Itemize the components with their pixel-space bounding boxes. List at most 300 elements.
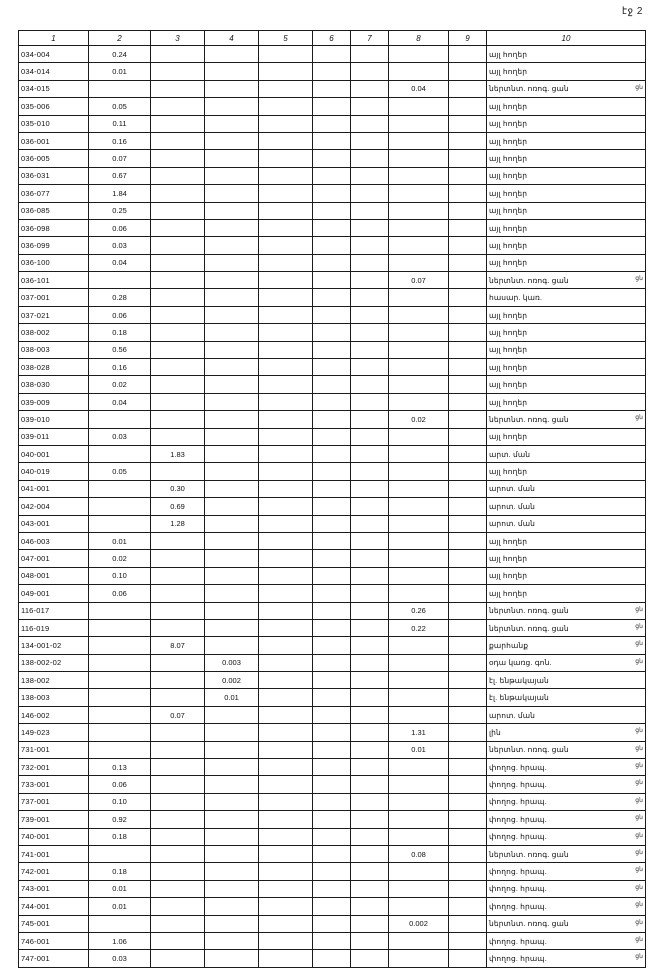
cell-col4 xyxy=(205,80,259,97)
table-row xyxy=(19,532,646,549)
cell-col6 xyxy=(313,167,351,184)
cell-col6 xyxy=(313,219,351,236)
cell-col6 xyxy=(313,46,351,63)
cell-col7 xyxy=(351,150,389,167)
cell-col5 xyxy=(259,324,313,341)
table-row xyxy=(19,619,646,636)
cell-col9 xyxy=(449,932,487,949)
cell-col7 xyxy=(351,219,389,236)
cell-col2: 0.03 xyxy=(89,950,151,967)
cell-code: 036-001 xyxy=(19,132,89,149)
cell-col5 xyxy=(259,654,313,671)
cell-col9 xyxy=(449,898,487,915)
cell-code: 036-031 xyxy=(19,167,89,184)
cell-col9 xyxy=(449,567,487,584)
cell-col5 xyxy=(259,793,313,810)
cell-code: 742-001 xyxy=(19,863,89,880)
cell-col2 xyxy=(89,480,151,497)
cell-col5 xyxy=(259,845,313,862)
description-text: լին xyxy=(489,727,501,737)
cell-col4 xyxy=(205,759,259,776)
table-row xyxy=(19,185,646,202)
cell-col6 xyxy=(313,202,351,219)
cell-col3 xyxy=(151,150,205,167)
cell-col8 xyxy=(389,237,449,254)
description-text: հասար. կառ. xyxy=(489,293,543,303)
cell-col5 xyxy=(259,150,313,167)
cell-col6 xyxy=(313,393,351,410)
column-header-8: 8 xyxy=(389,31,449,46)
cell-col7 xyxy=(351,898,389,915)
cell-col9 xyxy=(449,185,487,202)
cell-col4 xyxy=(205,898,259,915)
cell-col9 xyxy=(449,828,487,845)
cell-col2: 0.18 xyxy=(89,324,151,341)
cell-col6 xyxy=(313,915,351,932)
description-text: այլ հողեր xyxy=(489,119,528,129)
cell-col2 xyxy=(89,654,151,671)
cell-col6 xyxy=(313,324,351,341)
cell-col7 xyxy=(351,654,389,671)
cell-col8 xyxy=(389,498,449,515)
cell-col7 xyxy=(351,272,389,289)
description-text: փողոց. հրապ. xyxy=(489,954,547,963)
cell-col9 xyxy=(449,411,487,428)
cell-code: 034-014 xyxy=(19,63,89,80)
cell-col2 xyxy=(89,845,151,862)
table-row xyxy=(19,98,646,115)
cell-col6 xyxy=(313,480,351,497)
cell-col5 xyxy=(259,759,313,776)
cell-col8 xyxy=(389,637,449,654)
cell-col6 xyxy=(313,376,351,393)
cell-col7 xyxy=(351,637,389,654)
table-row xyxy=(19,341,646,358)
cell-col6 xyxy=(313,602,351,619)
cell-col6 xyxy=(313,463,351,480)
table-row xyxy=(19,445,646,462)
table-row xyxy=(19,498,646,515)
cell-col2: 0.10 xyxy=(89,567,151,584)
cell-col8 xyxy=(389,115,449,132)
cell-col8 xyxy=(389,776,449,793)
cell-col6 xyxy=(313,115,351,132)
cell-col3 xyxy=(151,289,205,306)
cell-col2: 1.84 xyxy=(89,185,151,202)
cell-col8 xyxy=(389,376,449,393)
cell-col7 xyxy=(351,463,389,480)
cell-col3 xyxy=(151,272,205,289)
cell-col7 xyxy=(351,498,389,515)
description-suffix: ցն xyxy=(635,832,643,839)
table-row xyxy=(19,515,646,532)
cell-description xyxy=(487,515,646,532)
cell-code: 035-010 xyxy=(19,115,89,132)
cell-description xyxy=(487,915,646,932)
cell-description xyxy=(487,272,646,289)
cell-col7 xyxy=(351,863,389,880)
cell-col4 xyxy=(205,445,259,462)
cell-col7 xyxy=(351,185,389,202)
cell-col5 xyxy=(259,341,313,358)
table-row xyxy=(19,654,646,671)
cell-description xyxy=(487,46,646,63)
cell-col5 xyxy=(259,254,313,271)
cell-code: 034-004 xyxy=(19,46,89,63)
cell-col6 xyxy=(313,359,351,376)
cell-col4 xyxy=(205,185,259,202)
description-text: այլ հողեր xyxy=(489,362,528,372)
cell-code: 743-001 xyxy=(19,880,89,897)
cell-col5 xyxy=(259,915,313,932)
cell-col4 xyxy=(205,828,259,845)
cell-col2: 0.06 xyxy=(89,585,151,602)
cell-col5 xyxy=(259,932,313,949)
cell-col4 xyxy=(205,724,259,741)
cell-col8 xyxy=(389,811,449,828)
cell-col6 xyxy=(313,759,351,776)
cell-col9 xyxy=(449,585,487,602)
table-row xyxy=(19,393,646,410)
description-text: ներտնտ. ոռոգ. ցան xyxy=(489,275,569,285)
cell-col9 xyxy=(449,254,487,271)
table-row xyxy=(19,585,646,602)
cell-col9 xyxy=(449,515,487,532)
description-text: այլ հողեր xyxy=(489,310,528,320)
cell-description xyxy=(487,863,646,880)
table-row xyxy=(19,132,646,149)
column-header-2: 2 xyxy=(89,31,151,46)
cell-col2: 0.13 xyxy=(89,759,151,776)
description-text: փողոց. հրապ. xyxy=(489,814,547,824)
cell-col9 xyxy=(449,80,487,97)
cell-col2: 0.02 xyxy=(89,376,151,393)
cell-col5 xyxy=(259,828,313,845)
cell-col3 xyxy=(151,46,205,63)
cell-col4 xyxy=(205,585,259,602)
description-text: այլ հողեր xyxy=(489,554,528,564)
cell-col9 xyxy=(449,150,487,167)
cell-col9 xyxy=(449,132,487,149)
cell-col9 xyxy=(449,167,487,184)
cell-col4 xyxy=(205,428,259,445)
cell-col7 xyxy=(351,115,389,132)
cell-col3 xyxy=(151,463,205,480)
cell-col4: 0.002 xyxy=(205,672,259,689)
cell-col4 xyxy=(205,306,259,323)
description-text: այլ հողեր xyxy=(489,432,528,442)
table-row xyxy=(19,272,646,289)
cell-col7 xyxy=(351,376,389,393)
cell-col9 xyxy=(449,98,487,115)
table-row xyxy=(19,254,646,271)
description-text: այլ հողեր xyxy=(489,345,528,355)
cell-col3 xyxy=(151,845,205,862)
cell-col9 xyxy=(449,376,487,393)
cell-col8 xyxy=(389,759,449,776)
cell-col2: 0.56 xyxy=(89,341,151,358)
cell-col4 xyxy=(205,411,259,428)
cell-description xyxy=(487,150,646,167)
cell-col7 xyxy=(351,567,389,584)
cell-col6 xyxy=(313,950,351,967)
cell-col9 xyxy=(449,393,487,410)
cell-col5 xyxy=(259,585,313,602)
cell-col8 xyxy=(389,480,449,497)
cell-code: 138-003 xyxy=(19,689,89,706)
description-text: փողոց. հրապ. xyxy=(489,867,547,877)
cell-col3 xyxy=(151,567,205,584)
table-row xyxy=(19,376,646,393)
description-text: այլ հողեր xyxy=(489,171,528,181)
cell-col7 xyxy=(351,237,389,254)
cell-col9 xyxy=(449,341,487,358)
cell-col7 xyxy=(351,289,389,306)
cell-col3 xyxy=(151,689,205,706)
cell-col2: 0.92 xyxy=(89,811,151,828)
cell-col3 xyxy=(151,393,205,410)
cell-col3 xyxy=(151,132,205,149)
cell-col9 xyxy=(449,359,487,376)
cell-code: 036-099 xyxy=(19,237,89,254)
table-row xyxy=(19,898,646,915)
description-suffix: ցն xyxy=(635,84,643,91)
cell-col5 xyxy=(259,289,313,306)
cell-col4 xyxy=(205,63,259,80)
cell-col9 xyxy=(449,793,487,810)
cell-col2 xyxy=(89,915,151,932)
cell-col7 xyxy=(351,793,389,810)
cell-col9 xyxy=(449,445,487,462)
description-suffix: ցն xyxy=(635,763,643,770)
cell-col4 xyxy=(205,115,259,132)
cell-col3 xyxy=(151,167,205,184)
description-suffix: ցն xyxy=(635,884,643,891)
cell-col8 xyxy=(389,219,449,236)
cell-code: 741-001 xyxy=(19,845,89,862)
cell-description xyxy=(487,759,646,776)
column-header-4: 4 xyxy=(205,31,259,46)
cell-col2 xyxy=(89,411,151,428)
cell-col6 xyxy=(313,341,351,358)
cell-col5 xyxy=(259,480,313,497)
cell-description xyxy=(487,932,646,949)
description-text: այլ հողեր xyxy=(489,136,528,146)
description-suffix: ցն xyxy=(635,797,643,804)
cell-col7 xyxy=(351,254,389,271)
cell-col5 xyxy=(259,463,313,480)
cell-col3: 1.28 xyxy=(151,515,205,532)
cell-col5 xyxy=(259,376,313,393)
cell-col2 xyxy=(89,515,151,532)
cell-col6 xyxy=(313,132,351,149)
cell-col7 xyxy=(351,689,389,706)
cell-description xyxy=(487,880,646,897)
cell-col3 xyxy=(151,811,205,828)
cell-description xyxy=(487,619,646,636)
cell-col6 xyxy=(313,411,351,428)
table-row xyxy=(19,759,646,776)
table-row xyxy=(19,115,646,132)
description-text: այլ հողեր xyxy=(489,571,528,581)
cell-col6 xyxy=(313,724,351,741)
cell-col4 xyxy=(205,567,259,584)
cell-col2: 0.05 xyxy=(89,98,151,115)
cell-col3 xyxy=(151,376,205,393)
cell-col7 xyxy=(351,306,389,323)
cell-col3 xyxy=(151,741,205,758)
cell-code: 046-003 xyxy=(19,532,89,549)
cell-col6 xyxy=(313,932,351,949)
cell-col9 xyxy=(449,480,487,497)
cell-col9 xyxy=(449,272,487,289)
cell-description xyxy=(487,376,646,393)
description-text: փողոց. հրապ. xyxy=(489,762,547,772)
cell-code: 040-001 xyxy=(19,445,89,462)
cell-code: 036-005 xyxy=(19,150,89,167)
column-header-9: 9 xyxy=(449,31,487,46)
cell-col6 xyxy=(313,254,351,271)
cell-col8: 0.04 xyxy=(389,80,449,97)
description-text: էլ. ենթակայան xyxy=(489,675,549,685)
cell-col3 xyxy=(151,359,205,376)
cell-col6 xyxy=(313,445,351,462)
cell-col8 xyxy=(389,706,449,723)
cell-col3 xyxy=(151,602,205,619)
description-suffix: ցն xyxy=(635,415,643,422)
cell-col7 xyxy=(351,915,389,932)
cell-col9 xyxy=(449,759,487,776)
cell-col4 xyxy=(205,463,259,480)
table-row xyxy=(19,463,646,480)
column-header-1: 1 xyxy=(19,31,89,46)
cell-col8 xyxy=(389,393,449,410)
cell-col2: 0.24 xyxy=(89,46,151,63)
table-row xyxy=(19,776,646,793)
cell-col7 xyxy=(351,828,389,845)
cell-description xyxy=(487,341,646,358)
cell-code: 037-001 xyxy=(19,289,89,306)
cell-col5 xyxy=(259,80,313,97)
cell-col3 xyxy=(151,63,205,80)
cell-col9 xyxy=(449,202,487,219)
cell-col5 xyxy=(259,219,313,236)
cell-col7 xyxy=(351,950,389,967)
cell-col9 xyxy=(449,863,487,880)
cell-col7 xyxy=(351,167,389,184)
table-row xyxy=(19,602,646,619)
cell-col6 xyxy=(313,567,351,584)
cell-col5 xyxy=(259,602,313,619)
cell-code: 138-002 xyxy=(19,672,89,689)
cell-description xyxy=(487,498,646,515)
cell-col6 xyxy=(313,898,351,915)
cell-col7 xyxy=(351,428,389,445)
cell-col6 xyxy=(313,811,351,828)
cell-code: 146-002 xyxy=(19,706,89,723)
cell-code: 042-004 xyxy=(19,498,89,515)
cell-col9 xyxy=(449,915,487,932)
cell-col5 xyxy=(259,672,313,689)
cell-col3 xyxy=(151,80,205,97)
cell-col9 xyxy=(449,724,487,741)
cell-col2 xyxy=(89,602,151,619)
cell-col4 xyxy=(205,341,259,358)
table-row xyxy=(19,880,646,897)
cell-description xyxy=(487,219,646,236)
cell-col7 xyxy=(351,480,389,497)
cell-col5 xyxy=(259,428,313,445)
cell-description xyxy=(487,585,646,602)
table-row xyxy=(19,480,646,497)
cell-code: 049-001 xyxy=(19,585,89,602)
cell-code: 047-001 xyxy=(19,550,89,567)
table-row xyxy=(19,845,646,862)
table-row xyxy=(19,428,646,445)
cell-code: 038-030 xyxy=(19,376,89,393)
cell-col9 xyxy=(449,46,487,63)
cell-col5 xyxy=(259,445,313,462)
cell-col2: 0.07 xyxy=(89,150,151,167)
table-row xyxy=(19,637,646,654)
cell-col8 xyxy=(389,950,449,967)
cell-code: 737-001 xyxy=(19,793,89,810)
cell-col9 xyxy=(449,63,487,80)
cell-col8 xyxy=(389,63,449,80)
cell-description xyxy=(487,811,646,828)
cell-col5 xyxy=(259,272,313,289)
description-text: ներտնտ. ոռոգ. ցան xyxy=(489,414,569,424)
cell-col8 xyxy=(389,306,449,323)
cell-code: 746-001 xyxy=(19,932,89,949)
cell-col8 xyxy=(389,202,449,219)
cell-col6 xyxy=(313,237,351,254)
cell-code: 041-001 xyxy=(19,480,89,497)
cell-col2: 0.05 xyxy=(89,463,151,480)
description-text: փողոց. հրապ. xyxy=(489,797,547,807)
cell-col8 xyxy=(389,359,449,376)
cell-code: 745-001 xyxy=(19,915,89,932)
table-row xyxy=(19,741,646,758)
cell-col8 xyxy=(389,185,449,202)
cell-col4: 0.01 xyxy=(205,689,259,706)
cell-col8 xyxy=(389,550,449,567)
cell-description xyxy=(487,393,646,410)
cell-col4 xyxy=(205,776,259,793)
cell-col4 xyxy=(205,637,259,654)
cell-col3 xyxy=(151,915,205,932)
land-registry-table xyxy=(18,30,646,968)
cell-col9 xyxy=(449,776,487,793)
cell-col8 xyxy=(389,567,449,584)
cell-col5 xyxy=(259,863,313,880)
cell-col8 xyxy=(389,324,449,341)
cell-col6 xyxy=(313,306,351,323)
cell-col8: 0.22 xyxy=(389,619,449,636)
cell-col6 xyxy=(313,619,351,636)
cell-col9 xyxy=(449,811,487,828)
cell-col2 xyxy=(89,689,151,706)
cell-col8: 0.01 xyxy=(389,741,449,758)
cell-col4 xyxy=(205,167,259,184)
description-text: փողոց. հրապ. xyxy=(489,936,547,946)
cell-col6 xyxy=(313,272,351,289)
cell-col9 xyxy=(449,845,487,862)
cell-code: 036-077 xyxy=(19,185,89,202)
cell-col6 xyxy=(313,150,351,167)
cell-code: 138-002-02 xyxy=(19,654,89,671)
cell-col4 xyxy=(205,272,259,289)
